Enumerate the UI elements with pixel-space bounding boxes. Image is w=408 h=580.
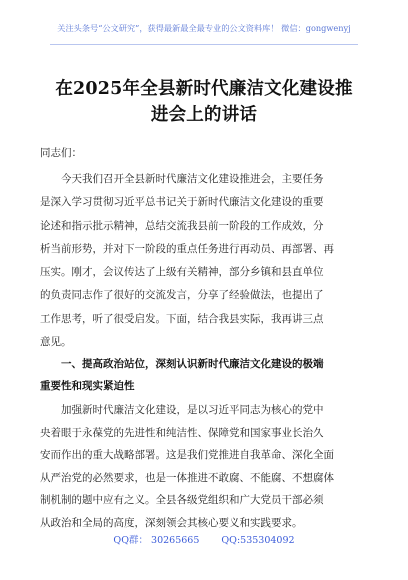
title-line-2: 进会上的讲话 (150, 105, 258, 125)
paragraph-line: 今天我们召开全县新时代廉洁文化建设推进会，主要任务 (40, 173, 324, 185)
salutation: 同志们： (40, 147, 82, 159)
paragraph-line: 央着眼于永葆党的先进性和纯洁性、保障党和国家事业长治久 (40, 426, 324, 439)
paragraph-line: 工作思考，听了很受启发。下面，结合我县实际，我再讲三点 (40, 312, 324, 325)
paragraph-line: 析当前形势，并对下一阶段的重点任务进行再动员、再部署、再 (40, 242, 334, 255)
paragraph-intro (40, 168, 368, 354)
footer-qq: QQ:535304092 (221, 535, 295, 546)
paragraph-line: 论述和指示批示精神，总结交流我县前一阶段的工作成效，分 (40, 219, 324, 232)
paragraph-line: 安而作出的重大战略部署。这是我们党推进自我革命、深化全面 (40, 449, 334, 462)
footer-qq-group: QQ群： 30265665 (113, 535, 200, 546)
paragraph-line: 加强新时代廉洁文化建设，是以习近平同志为核心的党中 (40, 404, 324, 416)
paragraph-line: 从政治和全局的高度，深刻领会其核心要义和实践要求。 (40, 516, 303, 529)
section-heading-line: 重要性和现实紧迫性 (40, 380, 135, 392)
footer-contact (0, 534, 408, 548)
header-divider (50, 44, 358, 45)
paragraph-line: 压实。刚才，会议传达了上级有关精神，部分乡镇和县直单位 (40, 266, 324, 279)
paragraph-line: 制机制的题中应有之义。全县各级党组织和广大党员干部必须 (40, 494, 324, 507)
section-heading-1 (40, 353, 368, 397)
paragraph-section-1 (40, 399, 368, 535)
paragraph-line: 是深入学习贯彻习近平总书记关于新时代廉洁文化建设的重要 (40, 196, 324, 209)
paragraph-line: 的负责同志作了很好的交流发言，分享了经验做法，也提出了 (40, 289, 324, 302)
header-banner: 关注头条号“公文研究”，获得最新最全最专业的公文资料库！ 微信：gongwenyj (57, 23, 351, 33)
paragraph-line: 从严治党的必然要求，也是一体推进不敢腐、不能腐、不想腐体 (40, 471, 334, 484)
document-title (44, 76, 364, 128)
title-line-1: 在2025年全县新时代廉洁文化建设推 (55, 79, 353, 99)
section-heading-line: 一、提高政治站位，深刻认识新时代廉洁文化建设的极端 (40, 358, 324, 370)
paragraph-line: 意见。 (40, 336, 72, 349)
